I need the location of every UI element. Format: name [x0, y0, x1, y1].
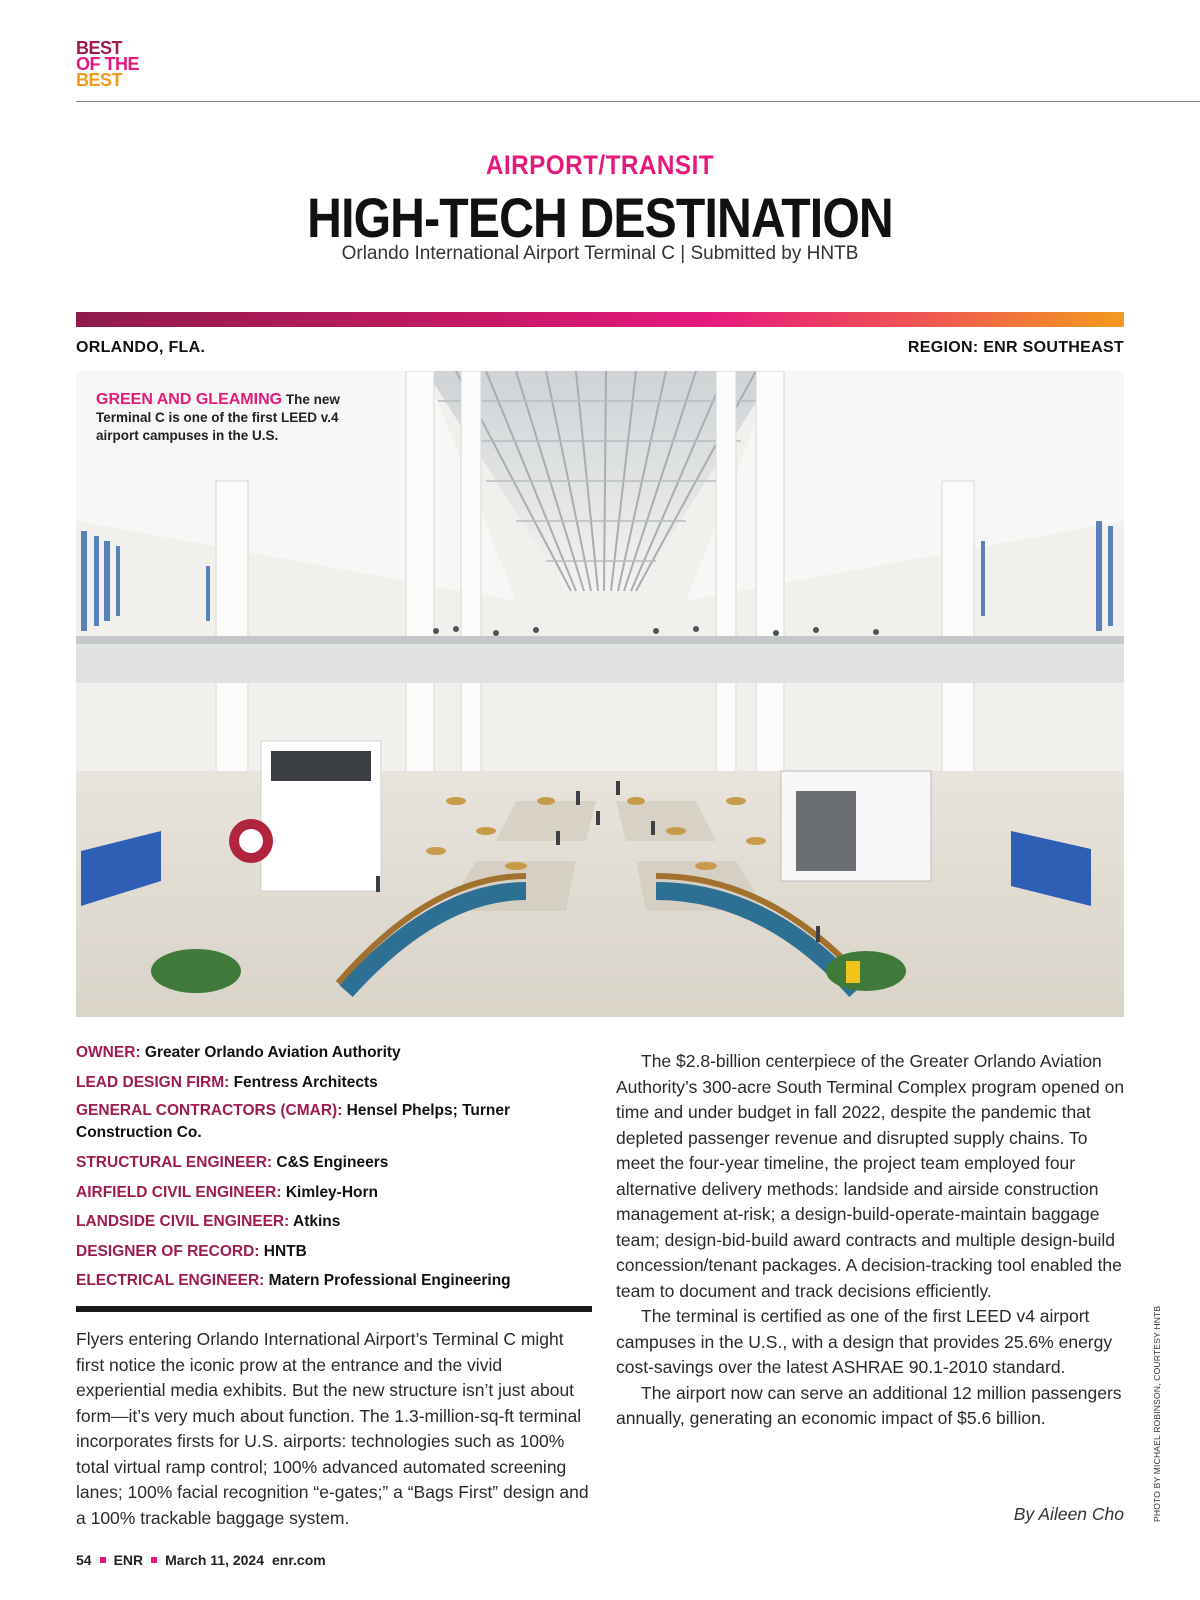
top-divider: [76, 101, 1200, 102]
credit-role: GENERAL CONTRACTORS (CMAR):: [76, 1102, 343, 1119]
intro-paragraph: Flyers entering Orlando International Airport’s Terminal C might first notice the iconic prow at the entrance and the vivid experiential media exhibits. But the new structure isn’t just about form—it’s very much about function. The 1.3-million-sq-ft terminal incorporates firsts for U.S. airports: technologies such as 100% total virtual ramp control; 100% advanced automated screening lanes; 100% facial recognition “e-gates;” a “Bags First” design and a 100% trackable baggage system.: [76, 1329, 589, 1528]
logo-line-3: BEST: [76, 70, 123, 90]
photo-caption-text: The new Terminal C is one of the first LEED v.4 airport campuses in the U.S.: [96, 392, 340, 443]
project-region: REGION: ENR SOUTHEAST: [907, 339, 1124, 356]
credit-role: LEAD DESIGN FIRM:: [76, 1073, 230, 1091]
photo-caption: [96, 391, 346, 445]
credit-role: ELECTRICAL ENGINEER:: [76, 1272, 265, 1289]
article-category: AIRPORT/TRANSIT: [485, 150, 715, 180]
project-location: ORLANDO, FLA.: [76, 339, 206, 356]
credit-structural: [76, 1148, 596, 1178]
paragraph-4: The airport now can serve an additional 12 million passengers annually, generating an economic impact of $5.6 billion.: [616, 1382, 1122, 1428]
credit-role: AIRFIELD CIVIL ENGINEER:: [76, 1183, 282, 1201]
credit-name: Fentress Architects: [229, 1073, 378, 1091]
credit-lead-design: [76, 1068, 596, 1098]
credit-name: Hensel Phelps; Turner Construction Co.: [76, 1102, 511, 1141]
article-column-right: [616, 1049, 1126, 1432]
page-footer: [76, 1552, 326, 1568]
issue-date: March 11, 2024: [165, 1552, 264, 1568]
credit-owner: [76, 1038, 596, 1068]
magazine-name: ENR: [113, 1552, 144, 1568]
credit-name: Atkins: [289, 1213, 341, 1230]
credit-designer-of-record: [76, 1237, 596, 1267]
website: enr.com: [272, 1552, 326, 1568]
credit-landside: [76, 1207, 596, 1237]
credit-airfield: [76, 1178, 596, 1208]
credit-name: Greater Orlando Aviation Authority: [140, 1044, 401, 1061]
gradient-divider: [76, 312, 1124, 327]
paragraph-2: The $2.8-billion centerpiece of the Greater Orlando Aviation Authority’s 300-acre South Terminal Complex program opened on time and under budget in fall 2022, despite the pandemic that depleted passenger revenue and disrupted supply chains. To meet the four-year timeline, the project team employed four alternative delivery methods: landside and airside construction management at-risk; a design-build-operate-maintain baggage team; design-bid-build award contracts and multiple design-build concession/tenant packages. A decision-tracking tool enabled the team to document and track decisions efficiently.: [616, 1051, 1125, 1301]
separator-square-icon: [151, 1557, 157, 1563]
credits-divider: [76, 1306, 592, 1312]
credit-electrical: [76, 1266, 596, 1296]
photo-credit: PHOTO BY MICHAEL ROBINSON, COURTESY HNTB: [1152, 1305, 1162, 1522]
terminal-photo-illustration: [76, 371, 1124, 1017]
article-headline: HIGH-TECH DESTINATION: [307, 186, 893, 249]
article-subhead: Orlando International Airport Terminal C | Submitted by HNTB: [341, 243, 859, 264]
article-column-left: [76, 1327, 592, 1531]
logo-line-2: OF THE: [76, 54, 139, 74]
paragraph-3: The terminal is certified as one of the first LEED v4 airport campuses in the U.S., with a design that provides 25.6% energy cost-savings over the latest ASHRAE 90.1-2010 standard.: [616, 1306, 1113, 1377]
terminal-photo: [76, 371, 1124, 1017]
credit-name: C&S Engineers: [272, 1154, 389, 1171]
credit-role: DESIGNER OF RECORD:: [76, 1242, 260, 1260]
credit-name: Kimley-Horn: [281, 1183, 379, 1201]
credit-name: Matern Professional Engineering: [264, 1272, 511, 1289]
credit-general-contractors: [76, 1097, 596, 1148]
byline: By Aileen Cho: [1013, 1504, 1124, 1524]
logo-line-1: BEST: [76, 38, 123, 58]
project-credits: [76, 1038, 596, 1296]
credit-role: OWNER:: [76, 1044, 141, 1061]
separator-square-icon: [100, 1557, 106, 1563]
credit-name: HNTB: [259, 1242, 307, 1260]
page-number: 54: [76, 1552, 92, 1568]
photo-caption-title: GREEN AND GLEAMING: [96, 391, 283, 408]
best-of-the-best-logo: [76, 40, 139, 88]
credit-role: STRUCTURAL ENGINEER:: [76, 1154, 273, 1171]
credit-role: LANDSIDE CIVIL ENGINEER:: [76, 1213, 290, 1230]
